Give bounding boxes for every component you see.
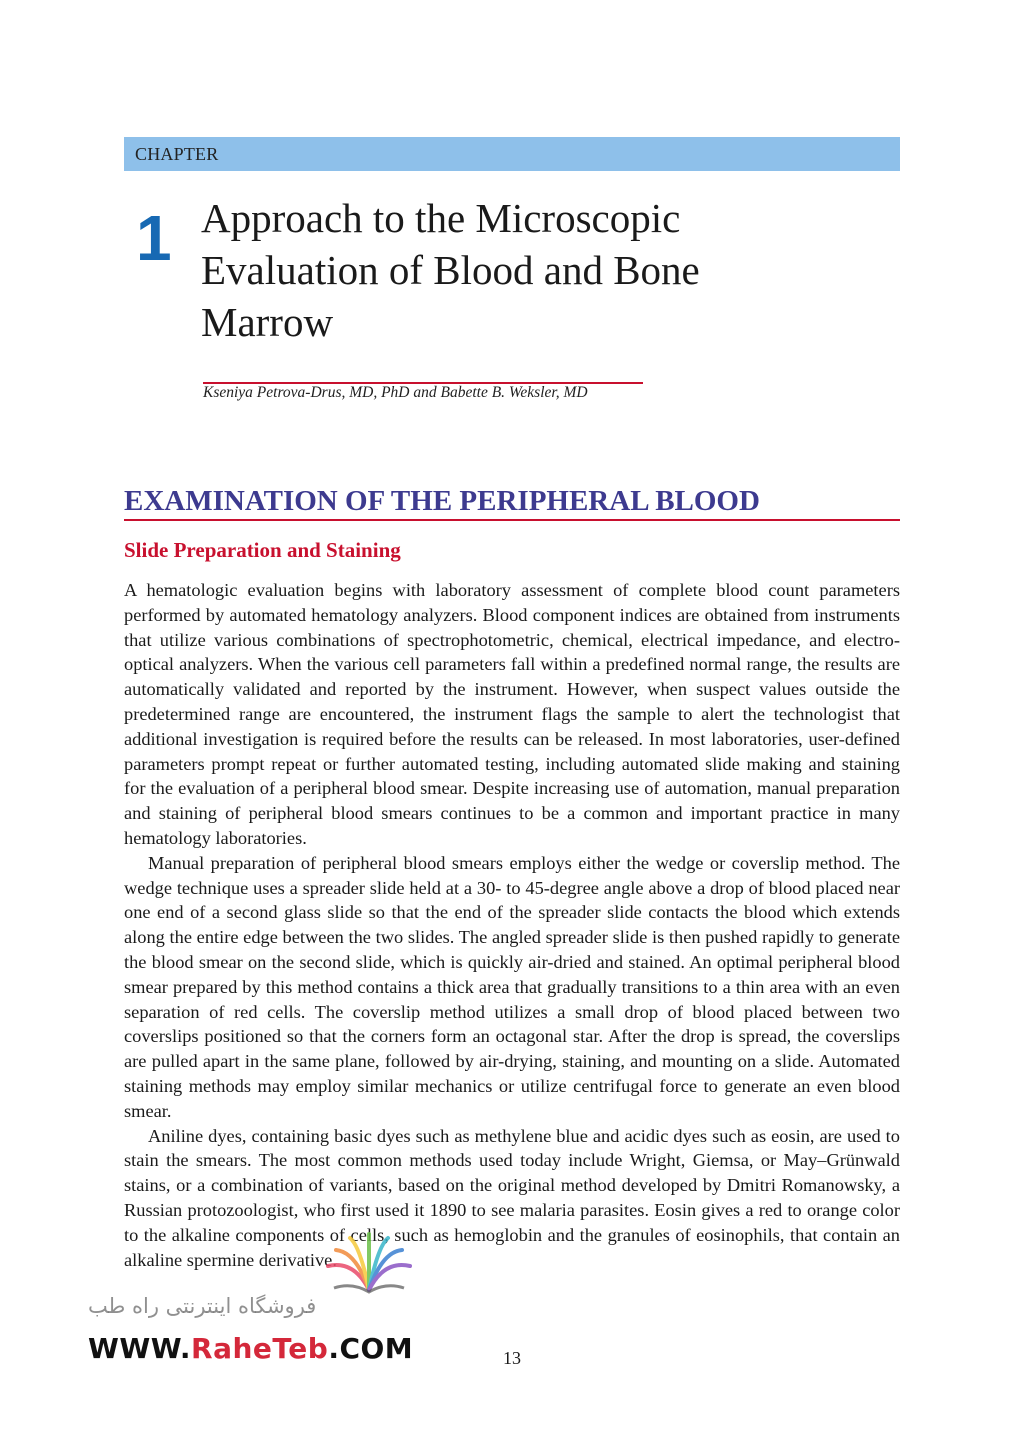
paragraph-3: Aniline dyes, containing basic dyes such as methylene blue and acidic dyes such as eosin, are used to stain the smears. The most common methods used today include Wright, Giemsa, or May–Grünwald stains, or a combination of variants, based on the original method developed by Dmitri Romanowsky, a Russian protozoologist, who first used it 1890 to see malaria parasites. Eosin gives a red to orange color to the alkaline components of cells, such as hemoglobin and the granules of eosinophils, that contain an alkaline spermine derivative. [124, 1125, 900, 1270]
section-heading: EXAMINATION OF THE PERIPHERAL BLOOD [124, 485, 760, 517]
watermark-site-suffix: .COM [328, 1332, 414, 1365]
watermark-persian-text: فروشگاه اینترنتی راه طب [88, 1294, 317, 1318]
raheteb-watermark [84, 1228, 444, 1378]
watermark-site-prefix: WWW. [88, 1332, 192, 1365]
chapter-title: Approach to the Microscopic Evaluation of Blood and Bone Marrow [201, 195, 700, 345]
watermark-website [88, 1332, 413, 1365]
book-logo-icon [314, 1232, 424, 1302]
paragraph-2: Manual preparation of peripheral blood smears employs either the wedge or coverslip method. The wedge technique uses a spreader slide held at a 30- to 45-degree angle above a drop of blood placed near one end of a second glass slide so that the end of the spreader slide contacts the blood which extends along the entire edge between the two slides. The angled spreader slide is then pushed rapidly to generate the blood smear on the second slide, which is quickly air-dried and stained. An optimal peripheral blood smear prepared by this method contains a thick area that gradually transitions to a thin area with an even separation of red cells. The coverslip method utilizes a small drop of blood placed between two coverslips positioned so that the corners form an octagonal star. After the drop is spread, the coverslips are pulled apart in the same plane, followed by air-drying, staining, and mounting on a slide. Automated staining methods may employ similar mechanics or utilize centrifugal force to generate an even blood smear. [124, 852, 900, 1121]
chapter-banner [124, 137, 900, 171]
chapter-label: CHAPTER [135, 144, 219, 164]
subsection-heading: Slide Preparation and Staining [124, 538, 401, 562]
body-text [124, 578, 900, 1272]
chapter-number: 1 [136, 202, 172, 274]
watermark-site-brand: RaheTeb [191, 1332, 329, 1365]
section-divider [124, 519, 900, 521]
paragraph-1: A hematologic evaluation begins with laboratory assessment of complete blood count parameters performed by automated hematology analyzers. Blood component indices are obtained from instruments that utilize various combinations of spectrophotometric, chemical, electrical impedance, and electro-optical analyzers. When the various cell parameters fall within a predefined normal range, the results are automatically validated and reported by the instrument. However, when suspect values outside the predetermined range are encountered, the instrument flags the sample to alert the technologist that additional investigation is required before the results can be released. In most laboratories, user-defined parameters prompt repeat or further automated testing, including automated slide making and staining for the evaluation of a peripheral blood smear. Despite increasing use of automation, manual preparation and staining of peripheral blood smears continues to be a common and important practice in many hematology laboratories. [124, 580, 900, 848]
chapter-authors: Kseniya Petrova-Drus, MD, PhD and Babette B. Weksler, MD [203, 384, 588, 401]
page-number: 13 [503, 1348, 521, 1368]
